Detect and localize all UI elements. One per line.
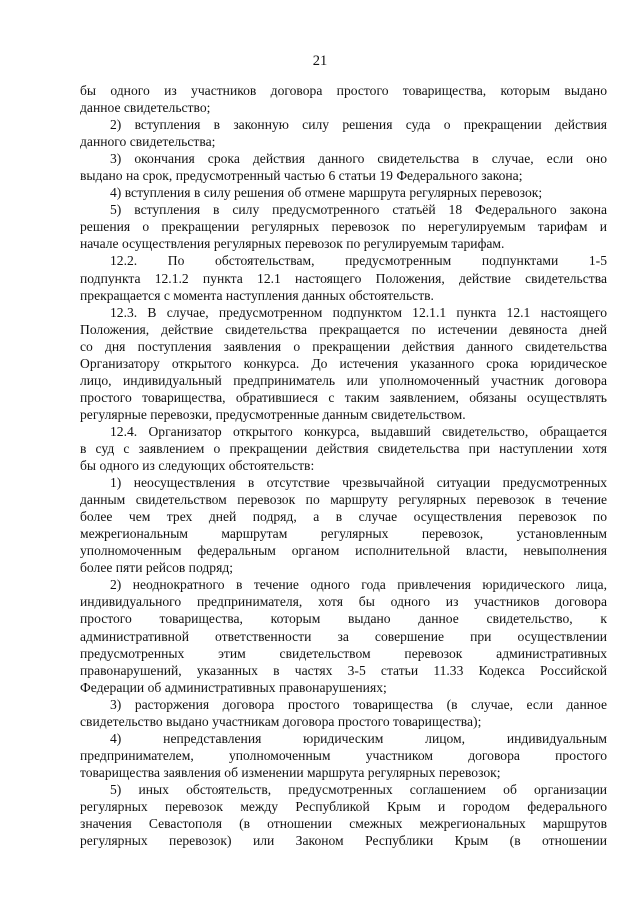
text-line: межрегиональным маршрутам регулярных перевозок, установленным <box>80 526 607 542</box>
text-line: бы одного из следующих обстоятельств: <box>80 458 315 474</box>
paragraph-p-12-3 <box>80 304 607 423</box>
paragraph-p-cont <box>80 82 607 116</box>
text-line: 4) вступления в силу решения об отмене маршрута регулярных перевозок; <box>110 185 543 201</box>
text-line: индивидуального предпринимателя, хотя бы одного из участников договора <box>80 594 607 610</box>
paragraph-p-s1 <box>80 474 607 576</box>
text-line: регулярные перевозки, предусмотренные данным свидетельством. <box>80 406 466 422</box>
text-line: значения Севастополя (в отношении смежных межрегиональных маршрутов <box>80 816 607 832</box>
text-line: 12.4. Организатор открытого конкурса, выдавший свидетельство, обращается <box>110 423 607 439</box>
text-line: регулярных перевозок между Республикой Крым и городом федерального <box>80 798 607 814</box>
text-line: 12.2. По обстоятельствам, предусмотренным подпунктами 1-5 <box>110 253 607 269</box>
text-line: простого товарищества, обратившиеся с таким заявлением, обязаны осуществлять <box>80 389 607 405</box>
text-line: начале осуществления регулярных перевозок по регулируемым тарифам. <box>80 236 505 252</box>
text-line: в суд с заявлением о прекращении действия свидетельства при наступлении хотя <box>80 440 607 456</box>
text-line: регулярных перевозок) или Законом Республики Крым (в отношении <box>80 833 607 849</box>
text-line: данным свидетельством перевозок по маршруту регулярных перевозок в течение <box>80 492 607 508</box>
text-line: 2) неоднократного в течение одного года привлечения юридического лица, <box>110 577 607 593</box>
paragraph-p-3 <box>80 150 607 184</box>
text-line: 4) непредставления юридическим лицом, индивидуальным <box>110 730 607 746</box>
text-line: со дня поступления заявления о прекращении действия данного свидетельства <box>80 338 607 354</box>
text-line: 5) вступления в силу предусмотренного статьёй 18 Федерального закона <box>110 202 607 218</box>
text-line: правонарушений, указанных в частях 3-5 статьи 11.33 Кодекса Российской <box>80 662 607 678</box>
paragraph-p-s4 <box>80 730 607 781</box>
text-line: Федерации об административных правонарушениях; <box>80 679 387 695</box>
paragraph-p-4 <box>80 184 607 201</box>
text-line: данного свидетельства; <box>80 134 216 150</box>
text-line: предусмотренных этим свидетельством перевозок административных <box>80 645 607 661</box>
paragraph-p-5 <box>80 201 607 252</box>
text-line: свидетельство выдано участникам договора простого товарищества); <box>80 713 482 729</box>
paragraph-p-12-2 <box>80 252 607 303</box>
paragraph-p-s2 <box>80 576 607 695</box>
text-line: решения о прекращении регулярных перевозок по нерегулируемым тарифам и <box>80 219 607 235</box>
text-line: более чем трех дней подряд, а в случае осуществления перевозок по <box>80 509 607 525</box>
text-line: 3) окончания срока действия данного свидетельства в случае, если оно <box>110 151 607 167</box>
text-line: бы одного из участников договора простого товарищества, которым выдано <box>80 83 607 98</box>
paragraph-p-s3 <box>80 696 607 730</box>
text-line: 12.3. В случае, предусмотренном подпунктом 12.1.1 пункта 12.1 настоящего <box>110 304 607 320</box>
text-line: подпункта 12.1.2 пункта 12.1 настоящего Положения, действие свидетельства <box>80 270 607 286</box>
text-line: Организатору открытого конкурса. До истечения указанного срока юридическое <box>80 355 607 371</box>
paragraph-p-s5 <box>80 781 607 849</box>
text-line: простого товарищества, которым выдано данное свидетельство, к <box>80 611 607 627</box>
text-line: данное свидетельство; <box>80 100 211 116</box>
page-number: 21 <box>312 53 328 69</box>
text-line: выдано на срок, предусмотренный частью 6 статьи 19 Федерального закона; <box>80 168 523 184</box>
paragraph-p-12-4 <box>80 423 607 474</box>
text-line: товарищества заявления об изменении маршрута регулярных перевозок; <box>80 764 501 780</box>
text-line: более пяти рейсов подряд; <box>80 560 234 576</box>
text-line: административной ответственности за совершение при осуществлении <box>80 628 607 644</box>
document-body <box>80 82 607 849</box>
text-line: 2) вступления в законную силу решения суда о прекращении действия <box>110 117 607 133</box>
paragraph-p-2 <box>80 116 607 150</box>
text-line: уполномоченным федеральным органом исполнительной власти, невыполнения <box>80 543 607 559</box>
text-line: лицо, индивидуальный предприниматель или уполномоченный участник договора <box>80 372 607 388</box>
text-line: 3) расторжения договора простого товарищества (в случае, если данное <box>110 696 607 712</box>
text-line: 5) иных обстоятельств, предусмотренных соглашением об организации <box>110 781 607 797</box>
text-line: предпринимателем, уполномоченным участником договора простого <box>80 747 607 763</box>
text-line: прекращается с момента наступления данных обстоятельств. <box>80 287 434 303</box>
text-line: Положения, действие свидетельства прекращается по истечении девяноста дней <box>80 321 607 337</box>
text-line: 1) неосуществления в отсутствие чрезвычайной ситуации предусмотренных <box>110 475 607 491</box>
